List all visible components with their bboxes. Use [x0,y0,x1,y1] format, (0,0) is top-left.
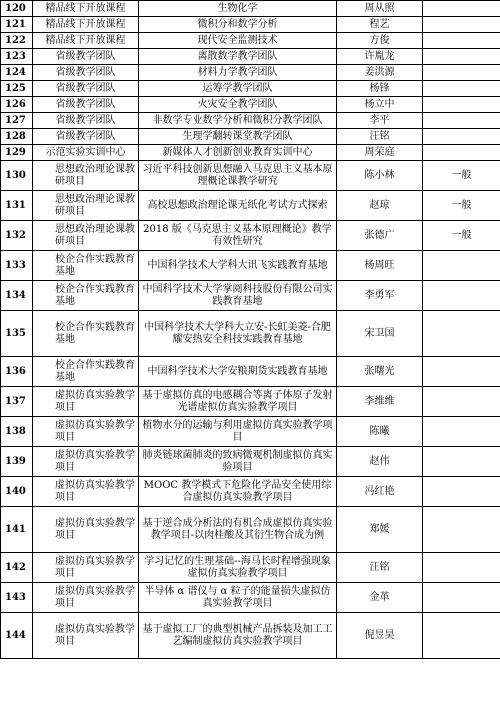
row-grade [423,281,500,311]
row-leader: 冯红艳 [337,477,423,507]
row-project-name: 中国科学技术大学科大立安-长虹美菱-合肥耀安热安全科技实践教育基地 [139,311,337,357]
row-grade [423,145,500,161]
row-leader: 倪昱昊 [337,613,423,659]
row-category: 校企合作实践教育基地 [33,251,139,281]
table-row [1,33,500,49]
row-leader: 陈小林 [337,161,423,191]
row-category: 虚拟仿真实验教学项目 [33,613,139,659]
row-number: 127 [1,113,33,129]
row-number: 142 [1,553,33,583]
row-category: 思想政治理论课教研项目 [33,161,139,191]
row-category: 虚拟仿真实验教学项目 [33,583,139,613]
row-leader: 李平 [337,113,423,129]
table-row [1,17,500,33]
row-category: 省级教学团队 [33,49,139,65]
row-leader: 周从照 [337,1,423,17]
row-grade [423,447,500,477]
table-row [1,613,500,659]
row-category: 虚拟仿真实验教学项目 [33,553,139,583]
row-project-name: 微积分和数学分析 [139,17,337,33]
row-number: 131 [1,191,33,221]
row-category: 思想政治理论课教研项目 [33,221,139,251]
row-number: 120 [1,1,33,17]
row-category: 思想政治理论课教研项目 [33,191,139,221]
row-grade [423,477,500,507]
row-project-name: 2018 版《马克思主义基本原理概论》教学有效性研究 [139,221,337,251]
row-leader: 赵伟 [337,447,423,477]
row-number: 128 [1,129,33,145]
row-grade [423,129,500,145]
row-number: 132 [1,221,33,251]
row-number: 130 [1,161,33,191]
table-row [1,357,500,387]
row-number: 137 [1,387,33,417]
row-grade [423,113,500,129]
row-leader: 郑媛 [337,507,423,553]
row-leader: 姜洪源 [337,65,423,81]
row-leader: 张德广 [337,221,423,251]
row-number: 139 [1,447,33,477]
row-project-name: 火灾安全教学团队 [139,97,337,113]
row-grade [423,17,500,33]
row-grade [423,417,500,447]
row-project-name: 非数学专业数学分析和微积分教学团队 [139,113,337,129]
row-project-name: 基于虚拟工厂的典型机械产品拆装及加工工艺编制虚拟仿真实验教学项目 [139,613,337,659]
row-leader: 李维维 [337,387,423,417]
table-row [1,477,500,507]
table-row [1,65,500,81]
row-project-name: 离散数学教学团队 [139,49,337,65]
row-grade [423,613,500,659]
table-row [1,113,500,129]
row-project-name: 基于逆合成分析法的有机合成虚拟仿真实验教学项目-以肉桂酸及其衍生物合成为例 [139,507,337,553]
row-leader: 陈曦 [337,417,423,447]
row-leader: 金革 [337,583,423,613]
table-row [1,191,500,221]
row-leader: 汪铭 [337,129,423,145]
row-leader: 杨立中 [337,97,423,113]
table-row [1,447,500,477]
table-row [1,97,500,113]
row-grade [423,33,500,49]
row-number: 133 [1,251,33,281]
table-row [1,507,500,553]
row-project-name: 现代安全监测技术 [139,33,337,49]
row-number: 143 [1,583,33,613]
row-number: 136 [1,357,33,387]
row-project-name: 习近平科技创新思想融入马克思主义基本原理概论课教学研究 [139,161,337,191]
row-grade [423,65,500,81]
table-row [1,221,500,251]
row-grade [423,1,500,17]
row-leader: 程艺 [337,17,423,33]
table-row [1,583,500,613]
row-leader: 杨周旺 [337,251,423,281]
row-number: 129 [1,145,33,161]
row-project-name: 材料力学教学团队 [139,65,337,81]
row-leader: 杨锋 [337,81,423,97]
row-category: 精品线下开放课程 [33,33,139,49]
row-number: 135 [1,311,33,357]
table-row [1,145,500,161]
row-number: 121 [1,17,33,33]
row-project-name: 植物水分的运输与利用虚拟仿真实验教学项目 [139,417,337,447]
row-number: 140 [1,477,33,507]
row-category: 虚拟仿真实验教学项目 [33,477,139,507]
table-row [1,81,500,97]
table-row [1,49,500,65]
row-leader: 张曙光 [337,357,423,387]
table-row [1,129,500,145]
row-category: 省级教学团队 [33,129,139,145]
table-row [1,553,500,583]
row-category: 虚拟仿真实验教学项目 [33,417,139,447]
row-leader: 汪铭 [337,553,423,583]
row-category: 校企合作实践教育基地 [33,311,139,357]
row-category: 省级教学团队 [33,113,139,129]
row-project-name: 半导体 α 谱仪与 α 粒子的能量损失虚拟仿真实验教学项目 [139,583,337,613]
table-row [1,251,500,281]
row-grade: 一般 [423,191,500,221]
row-grade: 一般 [423,161,500,191]
row-grade [423,583,500,613]
row-project-name: 中国科学技术大学掌阅科技股份有限公司实践教育基地 [139,281,337,311]
table-row [1,387,500,417]
table-row [1,417,500,447]
row-category: 示范实验实训中心 [33,145,139,161]
row-category: 精品线下开放课程 [33,1,139,17]
row-project-name: 肺炎链球菌肺炎的致病微观机制虚拟仿真实验项目 [139,447,337,477]
row-category: 虚拟仿真实验教学项目 [33,387,139,417]
row-leader: 周荣庭 [337,145,423,161]
row-category: 虚拟仿真实验教学项目 [33,507,139,553]
row-grade [423,553,500,583]
table-row [1,281,500,311]
row-number: 124 [1,65,33,81]
row-number: 123 [1,49,33,65]
row-project-name: 生理学翻转课堂教学团队 [139,129,337,145]
row-project-name: 新媒体人才创新创业教育实训中心 [139,145,337,161]
row-project-name: 中国科学技术大学科大讯飞实践教育基地 [139,251,337,281]
projects-table-body [1,1,500,659]
row-grade [423,49,500,65]
row-number: 138 [1,417,33,447]
row-category: 省级教学团队 [33,81,139,97]
row-grade [423,251,500,281]
row-number: 144 [1,613,33,659]
row-project-name: 高校思想政治理论课无纸化考试方式探索 [139,191,337,221]
row-project-name: 学习记忆的生理基础--海马长时程增强现象虚拟仿真实验教学项目 [139,553,337,583]
row-grade: 一般 [423,221,500,251]
table-row [1,1,500,17]
row-number: 122 [1,33,33,49]
row-project-name: 基于虚拟仿真的电感耦合等离子体原子发射光谱虚拟仿真实验教学项目 [139,387,337,417]
row-leader: 方俊 [337,33,423,49]
row-grade [423,81,500,97]
row-project-name: 中国科学技术大学安粮期货实践教育基地 [139,357,337,387]
row-grade [423,311,500,357]
row-number: 134 [1,281,33,311]
row-category: 校企合作实践教育基地 [33,357,139,387]
row-project-name: MOOC 教学模式下危险化学品安全使用综合虚拟仿真实验教学项目 [139,477,337,507]
row-leader: 赵琼 [337,191,423,221]
row-grade [423,507,500,553]
row-category: 校企合作实践教育基地 [33,281,139,311]
row-grade [423,97,500,113]
row-leader: 许胤龙 [337,49,423,65]
row-category: 省级教学团队 [33,65,139,81]
row-grade [423,387,500,417]
table-row [1,161,500,191]
row-number: 141 [1,507,33,553]
row-category: 省级教学团队 [33,97,139,113]
row-grade [423,357,500,387]
row-category: 精品线下开放课程 [33,17,139,33]
row-project-name: 运筹学教学团队 [139,81,337,97]
table-row [1,311,500,357]
row-leader: 李勇军 [337,281,423,311]
row-number: 125 [1,81,33,97]
row-leader: 宋卫国 [337,311,423,357]
row-project-name: 生物化学 [139,1,337,17]
row-number: 126 [1,97,33,113]
row-category: 虚拟仿真实验教学项目 [33,447,139,477]
